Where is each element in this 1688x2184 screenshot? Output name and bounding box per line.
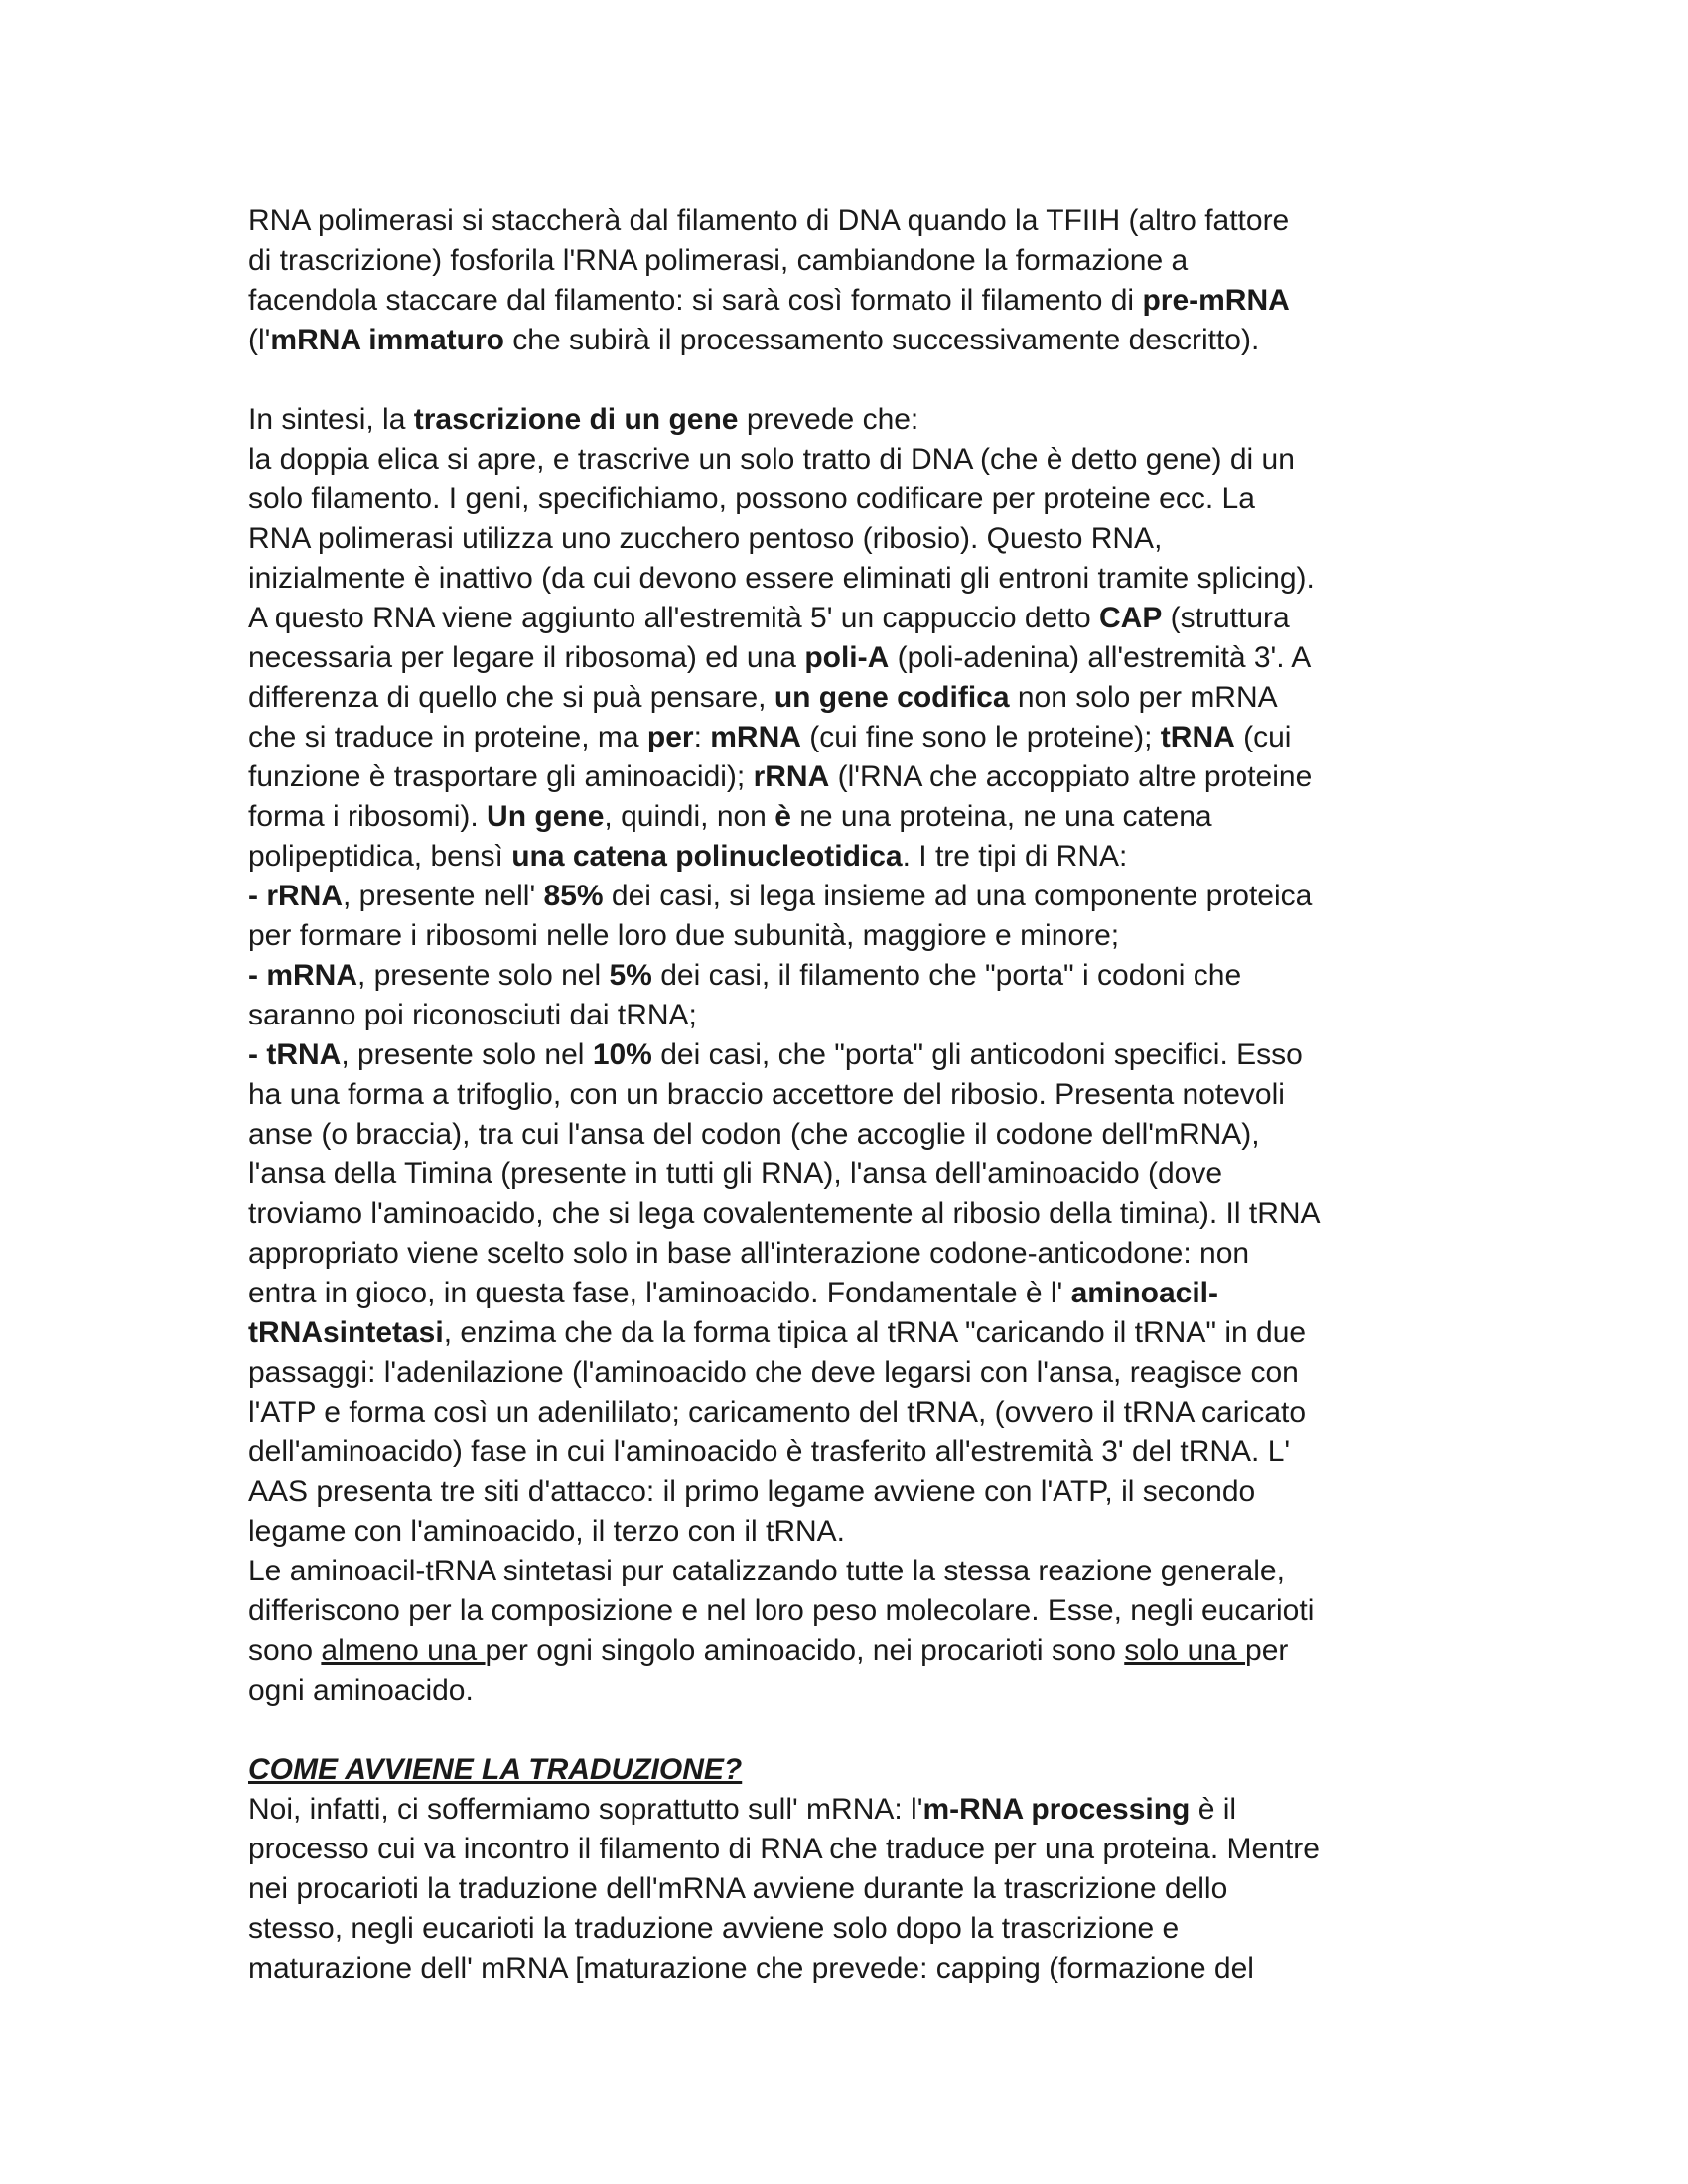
text-run: differiscono per la composizione e nel loro peso molecolare. Esse, negli eucarioti: [248, 1594, 1315, 1627]
bold-text: - mRNA: [248, 959, 357, 992]
bold-text: è: [774, 800, 791, 833]
bold-text: una catena polinucleotidica: [511, 840, 903, 873]
text-line: [248, 599, 1440, 638]
text-run: funzione è trasportare gli aminoacidi);: [248, 760, 754, 793]
text-line: [248, 1035, 1440, 1075]
paragraph-pre-mrna: [248, 202, 1440, 360]
text-run: per: [1245, 1634, 1289, 1667]
text-run: ne una proteina, ne una catena: [790, 800, 1212, 833]
text-line: [248, 281, 1440, 321]
bold-text: mRNA immaturo: [270, 324, 504, 356]
bold-text: pre-mRNA: [1142, 284, 1290, 317]
text-run: AAS presenta tre siti d'attacco: il primo legame avviene con l'ATP, il secondo: [248, 1475, 1256, 1508]
text-line: [248, 559, 1440, 599]
text-line: [248, 400, 1440, 440]
bold-text: Un gene: [487, 800, 605, 833]
text-run: facendola staccare dal filamento: si sarà così formato il filamento di: [248, 284, 1143, 317]
text-line: [248, 1909, 1440, 1949]
bold-text: per: [646, 721, 694, 753]
text-run: forma i ribosomi).: [248, 800, 488, 833]
text-run: non solo per mRNA: [1009, 681, 1278, 714]
text-run: nei procarioti la traduzione dell'mRNA avviene durante la trascrizione dello: [248, 1872, 1228, 1905]
text-line: [248, 996, 1440, 1035]
text-run: è il: [1190, 1793, 1237, 1826]
text-line: [248, 1472, 1440, 1512]
text-line: [248, 1194, 1440, 1234]
text-line: [248, 1671, 1440, 1710]
text-run: Le aminoacil-tRNA sintetasi pur catalizzando tutte la stessa reazione generale,: [248, 1555, 1285, 1587]
text-line: [248, 678, 1440, 718]
text-run: maturazione dell' mRNA [maturazione che prevede: capping (formazione del: [248, 1952, 1254, 1984]
bold-text: poli-A: [804, 641, 890, 674]
text-line: [248, 1433, 1440, 1472]
bold-text: 10%: [592, 1038, 652, 1071]
text-line: [248, 1313, 1440, 1353]
document-page: [248, 202, 1440, 1988]
text-run: che si traduce in proteine, ma: [248, 721, 647, 753]
text-run: (cui fine sono le proteine);: [800, 721, 1161, 753]
text-run: , enzima che da la forma tipica al tRNA "caricando il tRNA" in due: [443, 1316, 1307, 1349]
text-run: legame con l'aminoacido, il terzo con il tRNA.: [248, 1515, 845, 1548]
text-run: stesso, negli eucarioti la traduzione avviene solo dopo la trascrizione e: [248, 1912, 1180, 1945]
underlined-text: almeno una: [321, 1634, 486, 1667]
text-line: [248, 241, 1440, 281]
text-line: [248, 1115, 1440, 1155]
bold-text: m-RNA processing: [922, 1793, 1191, 1826]
text-run: per ogni singolo aminoacido, nei procarioti sono: [485, 1634, 1125, 1667]
text-run: l'ATP e forma così un adenililato; caricamento del tRNA, (ovvero il tRNA caricato: [248, 1396, 1307, 1429]
text-line: [248, 519, 1440, 559]
bold-text: - rRNA: [248, 880, 343, 912]
text-run: prevede che:: [738, 403, 919, 436]
paragraph-traduzione: [248, 1790, 1440, 1988]
section-heading: COME AVVIENE LA TRADUZIONE?: [248, 1753, 743, 1786]
paragraph-trascrizione-gene: [248, 400, 1440, 1710]
text-line: [248, 202, 1440, 241]
text-run: la doppia elica si apre, e trascrive un solo tratto di DNA (che è detto gene) di un: [248, 443, 1295, 476]
text-run: di trascrizione) fosforila l'RNA polimerasi, cambiandone la formazione a: [248, 244, 1189, 277]
text-run: sono: [248, 1634, 322, 1667]
bold-text: 5%: [609, 959, 652, 992]
text-line: [248, 1631, 1440, 1671]
text-run: dei casi, si lega insieme ad una componente proteica: [603, 880, 1313, 912]
text-run: dei casi, che "porta" gli anticodoni specifici. Esso: [651, 1038, 1303, 1071]
text-run: processo cui va incontro il filamento di RNA che traduce per una proteina. Mentre: [248, 1833, 1320, 1865]
text-run: A questo RNA viene aggiunto all'estremità 5' un cappuccio detto: [248, 602, 1099, 634]
text-line: [248, 797, 1440, 837]
text-run: :: [693, 721, 711, 753]
text-run: , presente nell': [343, 880, 544, 912]
bold-text: tRNA: [1160, 721, 1235, 753]
text-run: l'ansa della Timina (presente in tutti gli RNA), l'ansa dell'aminoacido (dove: [248, 1158, 1223, 1190]
text-run: Noi, infatti, ci soffermiamo soprattutto sull' mRNA: l': [248, 1793, 923, 1826]
text-run: inizialmente è inattivo (da cui devono essere eliminati gli entroni tramite splicing).: [248, 562, 1315, 595]
text-run: , presente solo nel: [341, 1038, 593, 1071]
text-run: passaggi: l'adenilazione (l'aminoacido che deve legarsi con l'ansa, reagisce con: [248, 1356, 1299, 1389]
text-run: (l'RNA che accoppiato altre proteine: [829, 760, 1313, 793]
text-line: [248, 718, 1440, 757]
text-line: [248, 877, 1440, 916]
text-run: dell'aminoacido) fase in cui l'aminoacido è trasferito all'estremità 3' del tRNA. L': [248, 1435, 1291, 1468]
text-line: [248, 916, 1440, 956]
text-run: polipeptidica, bensì: [248, 840, 512, 873]
text-line: [248, 1830, 1440, 1869]
text-run: che subirà il processamento successivamente descritto).: [503, 324, 1260, 356]
text-line: [248, 638, 1440, 678]
text-run: . I tre tipi di RNA:: [902, 840, 1128, 873]
text-line: [248, 1155, 1440, 1194]
text-line: [248, 1274, 1440, 1313]
text-run: (poli-adenina) all'estremità 3'. A: [889, 641, 1312, 674]
bold-text: - tRNA: [248, 1038, 342, 1071]
text-line: [248, 956, 1440, 996]
text-line: [248, 1234, 1440, 1274]
text-line: [248, 757, 1440, 797]
text-run: RNA polimerasi si staccherà dal filamento di DNA quando la TFIIH (altro fattore: [248, 205, 1290, 237]
text-run: (cui: [1234, 721, 1292, 753]
text-run: troviamo l'aminoacido, che si lega covalentemente al ribosio della timina). Il tRNA: [248, 1197, 1321, 1230]
text-line: [248, 1353, 1440, 1393]
bold-text: 85%: [543, 880, 604, 912]
text-line: [248, 479, 1440, 519]
text-run: appropriato viene scelto solo in base all'interazione codone-anticodone: non: [248, 1237, 1250, 1270]
text-line: [248, 1075, 1440, 1115]
text-run: (l': [248, 324, 271, 356]
bold-text: tRNAsintetasi: [248, 1316, 444, 1349]
bold-text: trascrizione di un gene: [413, 403, 739, 436]
text-run: ha una forma a trifoglio, con un braccio accettore del ribosio. Presenta notevoli: [248, 1078, 1285, 1111]
text-line: [248, 1393, 1440, 1433]
text-line: [248, 321, 1440, 360]
bold-text: CAP: [1099, 602, 1163, 634]
text-line: [248, 1790, 1440, 1830]
text-run: anse (o braccia), tra cui l'ansa del codon (che accoglie il codone dell'mRNA),: [248, 1118, 1260, 1151]
text-line: [248, 1552, 1440, 1591]
bold-text: rRNA: [753, 760, 830, 793]
text-run: dei casi, il filamento che "porta" i codoni che: [651, 959, 1242, 992]
text-run: ogni aminoacido.: [248, 1674, 474, 1706]
text-run: necessaria per legare il ribosoma) ed una: [248, 641, 805, 674]
text-run: solo filamento. I geni, specifichiamo, possono codificare per proteine ecc. La: [248, 482, 1255, 515]
text-line: [248, 837, 1440, 877]
paragraph-spacer: [248, 1710, 1440, 1750]
text-run: (struttura: [1162, 602, 1290, 634]
text-run: , presente solo nel: [357, 959, 610, 992]
text-run: differenza di quello che si puà pensare,: [248, 681, 774, 714]
text-run: RNA polimerasi utilizza uno zucchero pentoso (ribosio). Questo RNA,: [248, 522, 1163, 555]
text-run: per formare i ribosomi nelle loro due subunità, maggiore e minore;: [248, 919, 1120, 952]
text-line: [248, 1869, 1440, 1909]
underlined-text: solo una: [1124, 1634, 1246, 1667]
text-run: saranno poi riconosciuti dai tRNA;: [248, 999, 697, 1031]
text-run: entra in gioco, in questa fase, l'aminoacido. Fondamentale è l': [248, 1277, 1071, 1309]
bold-text: aminoacil-: [1070, 1277, 1218, 1309]
text-run: , quindi, non: [604, 800, 775, 833]
text-line: [248, 1591, 1440, 1631]
bold-text: un gene codifica: [774, 681, 1010, 714]
paragraph-spacer: [248, 360, 1440, 400]
text-line: [248, 440, 1440, 479]
text-line: [248, 1512, 1440, 1552]
text-line: [248, 1949, 1440, 1988]
bold-text: mRNA: [710, 721, 801, 753]
text-run: In sintesi, la: [248, 403, 414, 436]
